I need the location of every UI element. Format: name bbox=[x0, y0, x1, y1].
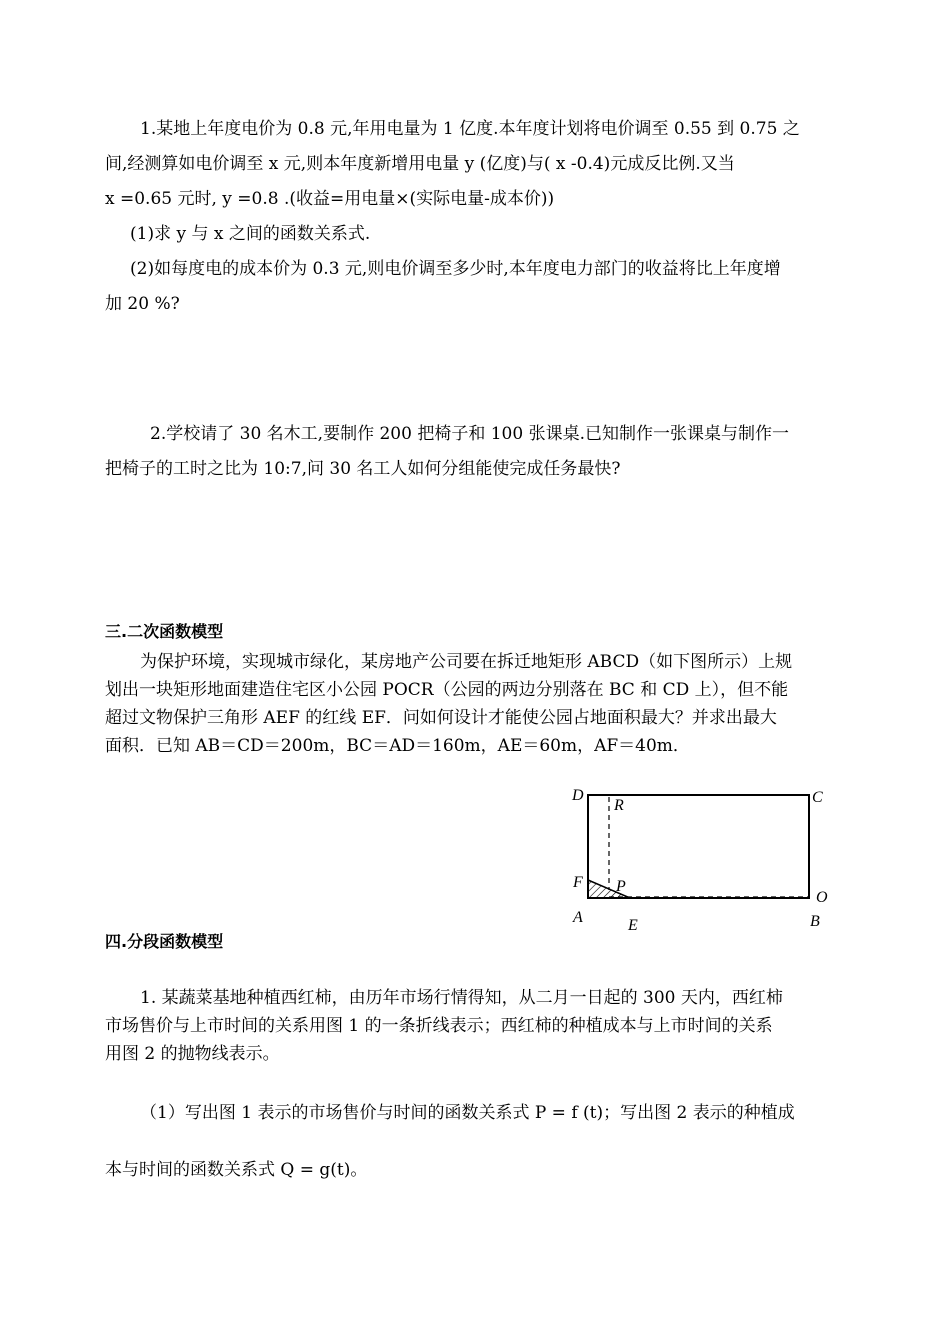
problem-1-line-1: 1.某地上年度电价为 0.8 元,年用电量为 1 亿度.本年度计划将电价调至 0.55 到 0.75 之 bbox=[140, 119, 800, 139]
section-4-question-1-line-1: （1）写出图 1 表示的市场售价与时间的函数关系式 P = f (t)；写出图 2 表示的种植成 bbox=[140, 1103, 795, 1123]
problem-1-question-2-line-2: 加 20 %? bbox=[105, 294, 180, 314]
label-f: F bbox=[573, 874, 583, 891]
section-3-line-2: 划出一块矩形地面建造住宅区小公园 POCR（公园的两边分别落在 BC 和 CD 上），但不能 bbox=[105, 680, 789, 700]
section-4-line-3: 用图 2 的抛物线表示。 bbox=[105, 1044, 280, 1064]
problem-1-line-3: x =0.65 元时, y =0.8 .(收益=用电量×(实际电量-成本价)) bbox=[105, 189, 555, 209]
problem-1-question-2-line-1: (2)如每度电的成本价为 0.3 元,则电价调至多少时,本年度电力部门的收益将比上年度增 bbox=[130, 259, 781, 279]
section-4-heading: 四.分段函数模型 bbox=[105, 932, 224, 951]
label-e: E bbox=[628, 917, 638, 934]
section-3-line-1: 为保护环境，实现城市绿化，某房地产公司要在拆迁地矩形 ABCD（如下图所示）上规 bbox=[140, 652, 793, 672]
section-4-line-1: 1. 某蔬菜基地种植西红柿，由历年市场行情得知，从二月一日起的 300 天内，西红柿 bbox=[140, 988, 783, 1008]
rectangle-park-diagram bbox=[565, 780, 845, 940]
problem-2-line-1: 2.学校请了 30 名木工,要制作 200 把椅子和 100 张课桌.已知制作一张课桌与制作一 bbox=[150, 424, 789, 444]
section-3-line-4: 面积．已知 AB＝CD＝200m，BC＝AD＝160m，AE＝60m，AF＝40m． bbox=[105, 736, 690, 756]
section-4-line-2: 市场售价与上市时间的关系用图 1 的一条折线表示；西红柿的种植成本与上市时间的关系 bbox=[105, 1016, 773, 1036]
label-p: P bbox=[616, 878, 626, 895]
section-4-question-1-line-2: 本与时间的函数关系式 Q = g(t)。 bbox=[105, 1160, 368, 1180]
section-3-line-3: 超过文物保护三角形 AEF 的红线 EF．问如何设计才能使公园占地面积最大？并求出最大 bbox=[105, 708, 777, 728]
problem-1-line-2: 间,经测算如电价调至 x 元,则本年度新增用电量 y (亿度)与( x -0.4)元成反比例.又当 bbox=[105, 154, 735, 174]
label-o: O bbox=[816, 889, 828, 906]
label-a: A bbox=[573, 909, 583, 926]
label-d: D bbox=[572, 787, 584, 804]
problem-1-question-1: (1)求 y 与 x 之间的函数关系式. bbox=[130, 224, 371, 244]
label-b: B bbox=[810, 913, 820, 930]
label-c: C bbox=[812, 789, 823, 806]
problem-2-line-2: 把椅子的工时之比为 10:7,问 30 名工人如何分组能使完成任务最快? bbox=[105, 459, 621, 479]
label-r: R bbox=[614, 797, 624, 814]
section-3-heading: 三.二次函数模型 bbox=[105, 622, 224, 641]
